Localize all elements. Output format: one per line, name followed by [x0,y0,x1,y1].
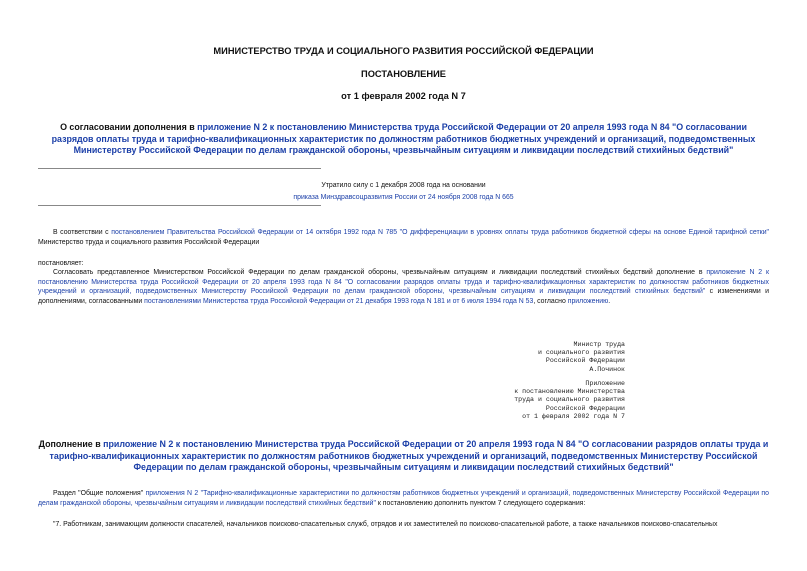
paragraph-resolution [38,268,769,306]
divider-bottom [38,205,321,206]
appendix-line: от 1 февраля 2002 года N 7 [522,412,625,420]
paragraph-section [38,489,769,508]
paragraph-preamble [38,228,769,247]
appendix-2-characteristics-link[interactable]: приложения N 2 "Тарифно-квалификационные характеристики по должностям работников бюджетных учреждений и организаций, подведомственных Министерству Российской Федерации по делам гражданской обороны, чрезвычайным ситуациям и ликвидации последствий стихийных бедствий" [38,490,769,507]
lost-force-note [0,180,807,203]
appendix-link[interactable]: приложению [567,297,609,305]
title-link[interactable]: приложение N 2 к постановлению Министерства труда Российской Федерации от 20 апреля 1993 года N 84 "О согласовании разрядов оплаты труда и тарифно-квалификационных характеристик по должностям работников бюджетных учреждений и организаций, подведомственных Министерству Российской Федерации по делам гражданской обороны, чрезвычайным ситуациям и ликвидации последствий стихийных бедствий" [51,122,756,155]
resolution-text: Согласовать представленное Министерством Российской Федерации по делам гражданской обороны, чрезвычайным ситуациям и ликвидации последствий стихийных бедствий дополнение в [53,269,707,276]
lost-force-link[interactable]: приказа Минздравсоцразвития России от 24 ноября 2008 года N 665 [293,193,514,201]
appendix-line: Приложение [585,380,625,387]
addendum-title-prefix: Дополнение в [38,439,104,449]
appendix-reference-block [460,380,625,421]
section-text-end: к постановлению дополнить пунктом 7 следующего содержания: [375,499,586,507]
document-title [38,122,769,157]
title-prefix: О согласовании дополнения в [60,122,198,132]
appendix-2-link[interactable]: приложение N 2 к постановлению Министерства труда Российской Федерации от 20 апреля 1993 года N 84 "О согласовании разрядов оплаты труда и тарифно-квалификационных характеристик по должностям работников бюджетных учреждений и организаций, подведомственных Министерству Российской Федерации по делам гражданской обороны, чрезвычайным ситуациям и ликвидации последствий стихийных бедствий" [38,269,770,296]
addendum-title [38,439,769,474]
resolution-text-tail: , согласно [533,297,568,305]
divider-top [38,168,321,169]
addendum-title-link[interactable]: приложение N 2 к постановлению Министерства труда Российской Федерации от 20 апреля 1993 года N 84 "О согласовании разрядов оплаты труда и тарифно-квалификационных характеристик по должностям работников бюджетных учреждений и организаций, подведомственных Министерству Российской Федерации по делам гражданской обороны, чрезвычайным ситуациям и ликвидации последствий стихийных бедствий" [49,439,769,472]
ministry-heading: МИНИСТЕРСТВО ТРУДА И СОЦИАЛЬНОГО РАЗВИТИЯ РОССИЙСКОЙ ФЕДЕРАЦИИ [213,46,594,56]
appendix-line: труда и социального развития [514,396,625,404]
government-decree-link[interactable]: постановлением Правительства Российской Федерации от 14 октября 1992 года N 785 "О дифференциации в уровнях оплаты труда работников бюджетной сферы на основе Единой тарифной сетки" [111,229,769,236]
resolution-period: . [608,297,611,305]
resolution-text-mid: с изменениями и дополнениями, согласованными [38,288,770,305]
amendments-link[interactable]: постановлениями Министерства труда Российской Федерации от 21 декабря 1993 года N 181 и от 6 июля 1994 года N 53 [144,297,534,305]
preamble-text-end: Министерство труда и социального развития Российской Федерации [38,238,260,246]
signature-line: Российской Федерации [545,357,625,365]
signature-name: А.Починок [589,365,625,373]
document-type: ПОСТАНОВЛЕНИЕ [361,69,446,79]
preamble-text: В соответствии с [53,229,112,236]
lost-force-text: Утратило силу с 1 декабря 2008 года на основании [321,182,486,189]
signature-line: Министр труда [573,341,625,348]
section-text: Раздел "Общие положения" [53,490,146,497]
paragraph-item-7: "7. Работникам, занимающим должности спасателей, начальников поисково-спасательных служб, отрядов и их заместителей по поисково-спасательной работе, а также начальников поисково-спасательных [53,521,718,528]
appendix-line: Российской Федерации [545,404,625,412]
paragraph-resolves: постановляет: [38,260,84,267]
document-date-number: от 1 февраля 2002 года N 7 [341,91,466,101]
signature-block [460,341,625,374]
signature-line: и социального развития [537,349,625,357]
appendix-line: к постановлению Министерства [514,388,625,396]
